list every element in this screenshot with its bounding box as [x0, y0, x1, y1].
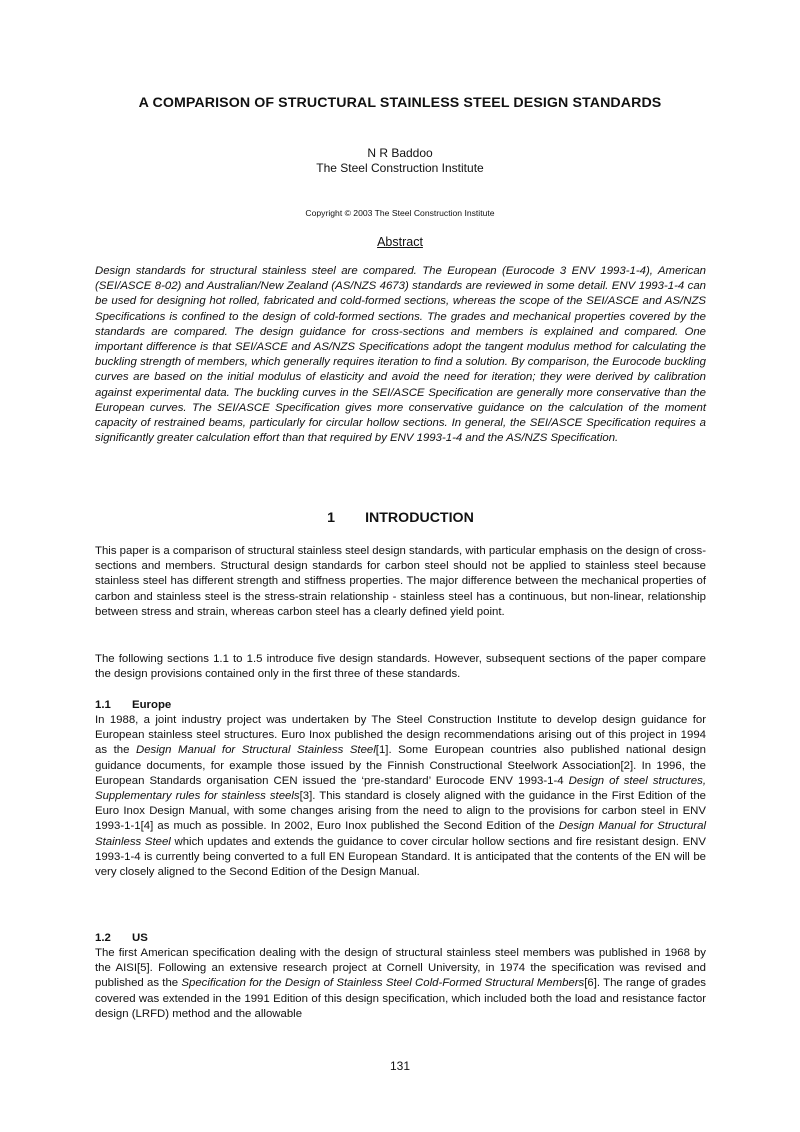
copyright-notice: Copyright © 2003 The Steel Construction Institute [305, 208, 495, 218]
subsection-number: 1.1 [95, 699, 111, 711]
text-run: In 1988, a joint industry project was undertaken by The Steel Construction Institute to develop design guidance for European stainless steel structures. Euro Inox published the design recommendations arising out of this project in 1994 as the [95, 714, 706, 757]
subsection-heading-us [95, 932, 148, 944]
intro-paragraph-2: The following sections 1.1 to 1.5 introduce five design standards. However, subsequent sections of the paper compare the design provisions contained only in the first three of these standards. [95, 653, 706, 681]
author-affiliation: The Steel Construction Institute [316, 161, 484, 175]
paper-title: A COMPARISON OF STRUCTURAL STAINLESS STEEL DESIGN STANDARDS [138, 95, 662, 111]
us-paragraph [95, 946, 706, 1022]
text-run: which updates and extends the guidance to cover circular hollow sections and fire resistant design. ENV 1993-1-4 is currently being converted to a full EN European Standard. It is anticipated that the contents of the EN will be very closely aligned to the Second Edition of the Design Manual. [95, 835, 706, 879]
author-block [200, 146, 600, 176]
subsection-title: Europe [132, 699, 172, 711]
section-title: INTRODUCTION [365, 510, 474, 526]
text-run: [1]. Some European countries also published national design guidance documents, for example those issued by the Finnish Constructional Steelwork Association[2]. In 1996, the European Standards organisation CEN issued the ‘pre-standard’ Eurocode ENV 1993-1-4 [95, 744, 707, 787]
abstract-heading: Abstract [377, 235, 423, 249]
subsection-title: US [132, 932, 148, 944]
cited-title: Design Manual for Structural Stainless Steel [135, 744, 376, 757]
text-run: [6]. The range of grades covered was extended in the 1991 Edition of this design specification, which included both the load and resistance factor design (LRFD) method and the allowable [95, 977, 706, 1020]
section-number: 1 [327, 510, 336, 526]
cited-title: Design of steel structures, Supplementary rules for stainless steels [95, 774, 707, 803]
page-number: 131 [389, 1059, 411, 1073]
subsection-number: 1.2 [95, 932, 111, 944]
text-run: The first American specification dealing with the design of structural stainless steel members was published in 1968 by the AISI[5]. Following an extensive research project at Cornell University, in 1974 the specification was revised and published as the [95, 947, 706, 990]
author-name: N R Baddoo [367, 146, 433, 160]
intro-paragraph-1: This paper is a comparison of structural stainless steel design standards, with particular emphasis on the design of cross-sections and members. Structural design standards for carbon steel should not be applied to stainless steel because stainless steel has different strength and stiffness properties. The major difference between the mechanical properties of carbon and stainless steel is the stress-strain relationship - stainless steel has a continuous, but non-linear, relationship between stress and strain, whereas carbon steel has a clearly defined yield point. [95, 545, 706, 618]
europe-paragraph [95, 713, 706, 880]
cited-title: Design Manual for Structural Stainless Steel [95, 820, 706, 848]
subsection-heading-europe [95, 699, 171, 711]
text-run: [3]. This standard is closely aligned with the guidance in the First Edition of the Euro Inox Design Manual, with some changes arising from the need to align to the provisions for carbon steel in ENV 1993-1-1[4] as much as possible. In 2002, Euro Inox published the Second Edition of the [95, 790, 707, 833]
section-heading-introduction [95, 510, 706, 526]
cited-title: Specification for the Design of Stainless Steel Cold-Formed Structural Members [181, 977, 585, 990]
abstract-text: Design standards for structural stainless steel are compared. The European (Eurocode 3 ENV 1993-1-4), American (SEI/ASCE 8-02) and Australian/New Zealand (AS/NZS 4673) standards are reviewed in some detail. ENV 1993-1-4 can be used for designing hot rolled, fabricated and cold-formed sections, whereas the scope of the SEI/ASCE and AS/NZS Specifications is confined to the design of cold-formed sections. The grades and mechanical properties covered by the standards are compared. The design guidance for cross-sections and members is explained and compared. One important difference is that SEI/ASCE and AS/NZS Specifications adopt the tangent modulus method for calculating the buckling strength of members, which generally requires iteration to find a solution. By comparison, the Eurocode buckling curves are based on the initial modulus of elasticity and avoid the need for iteration; they were derived by calibration against experimental data. The buckling curves in the SEI/ASCE Specification are generally more conservative than the European curves. The SEI/ASCE Specification gives more conservative guidance on the calculation of the moment capacity of restrained beams, particularly for circular hollow sections. In general, the SEI/ASCE Specification requires a significantly greater calculation effort than that required by ENV 1993-1-4 and the AS/NZS Specification. [95, 265, 706, 445]
